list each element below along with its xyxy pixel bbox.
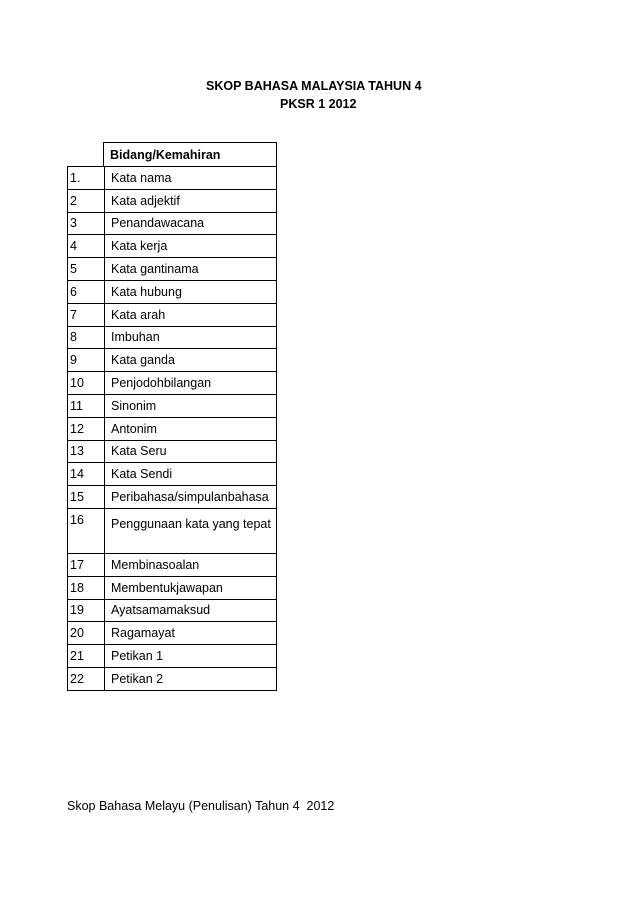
table-row <box>68 372 277 395</box>
row-skill: Penandawacana <box>105 213 277 235</box>
table-row <box>68 463 277 486</box>
table-row <box>68 418 277 441</box>
row-number: 7 <box>68 304 105 326</box>
table-row <box>68 327 277 350</box>
row-number: 18 <box>68 577 105 599</box>
row-number: 19 <box>68 600 105 622</box>
row-number: 16 <box>68 509 105 553</box>
row-number: 22 <box>68 668 105 690</box>
table-row <box>68 281 277 304</box>
row-number: 1. <box>68 167 105 189</box>
row-skill: Ragamayat <box>105 622 277 644</box>
row-skill: Kata ganda <box>105 349 277 371</box>
table-row <box>68 486 277 509</box>
row-skill: Kata nama <box>105 167 277 189</box>
row-number: 17 <box>68 554 105 576</box>
table-row <box>68 258 277 281</box>
document-subtitle: PKSR 1 2012 <box>280 97 357 111</box>
row-skill: Penggunaan kata yang tepat <box>105 509 277 553</box>
table-header-label: Bidang/Kemahiran <box>104 142 277 166</box>
row-number: 15 <box>68 486 105 508</box>
table-row <box>68 395 277 418</box>
table-row <box>68 600 277 623</box>
row-number: 20 <box>68 622 105 644</box>
table-row <box>68 167 277 190</box>
row-skill: Petikan 1 <box>105 645 277 667</box>
row-skill: Peribahasa/simpulanbahasa <box>105 486 277 508</box>
table-header-row <box>67 142 277 166</box>
row-skill: Penjodohbilangan <box>105 372 277 394</box>
row-number: 13 <box>68 441 105 463</box>
row-skill: Kata kerja <box>105 235 277 257</box>
table-row <box>68 349 277 372</box>
row-skill: Sinonim <box>105 395 277 417</box>
table-body <box>67 166 277 691</box>
row-skill: Membinasoalan <box>105 554 277 576</box>
table-row <box>68 213 277 236</box>
skills-table <box>67 142 277 691</box>
row-skill: Membentukjawapan <box>105 577 277 599</box>
row-number: 6 <box>68 281 105 303</box>
table-row <box>68 509 277 554</box>
table-row <box>68 577 277 600</box>
row-skill: Kata Sendi <box>105 463 277 485</box>
row-skill: Kata gantinama <box>105 258 277 280</box>
row-number: 5 <box>68 258 105 280</box>
row-number: 11 <box>68 395 105 417</box>
table-row <box>68 668 277 691</box>
table-row <box>68 441 277 464</box>
row-number: 3 <box>68 213 105 235</box>
row-skill: Kata arah <box>105 304 277 326</box>
row-number: 10 <box>68 372 105 394</box>
table-header-num-cell <box>67 142 104 166</box>
table-row <box>68 645 277 668</box>
table-row <box>68 554 277 577</box>
row-number: 14 <box>68 463 105 485</box>
row-skill: Kata adjektif <box>105 190 277 212</box>
table-row <box>68 622 277 645</box>
row-skill: Petikan 2 <box>105 668 277 690</box>
row-skill: Ayatsamamaksud <box>105 600 277 622</box>
row-skill: Kata Seru <box>105 441 277 463</box>
row-number: 9 <box>68 349 105 371</box>
page-footer: Skop Bahasa Melayu (Penulisan) Tahun 4 2012 <box>67 799 335 813</box>
row-number: 2 <box>68 190 105 212</box>
row-skill: Imbuhan <box>105 327 277 349</box>
document-title: SKOP BAHASA MALAYSIA TAHUN 4 <box>206 79 422 93</box>
row-number: 12 <box>68 418 105 440</box>
row-number: 21 <box>68 645 105 667</box>
row-number: 4 <box>68 235 105 257</box>
table-row <box>68 235 277 258</box>
table-row <box>68 304 277 327</box>
row-skill: Antonim <box>105 418 277 440</box>
row-skill: Kata hubung <box>105 281 277 303</box>
row-number: 8 <box>68 327 105 349</box>
table-row <box>68 190 277 213</box>
